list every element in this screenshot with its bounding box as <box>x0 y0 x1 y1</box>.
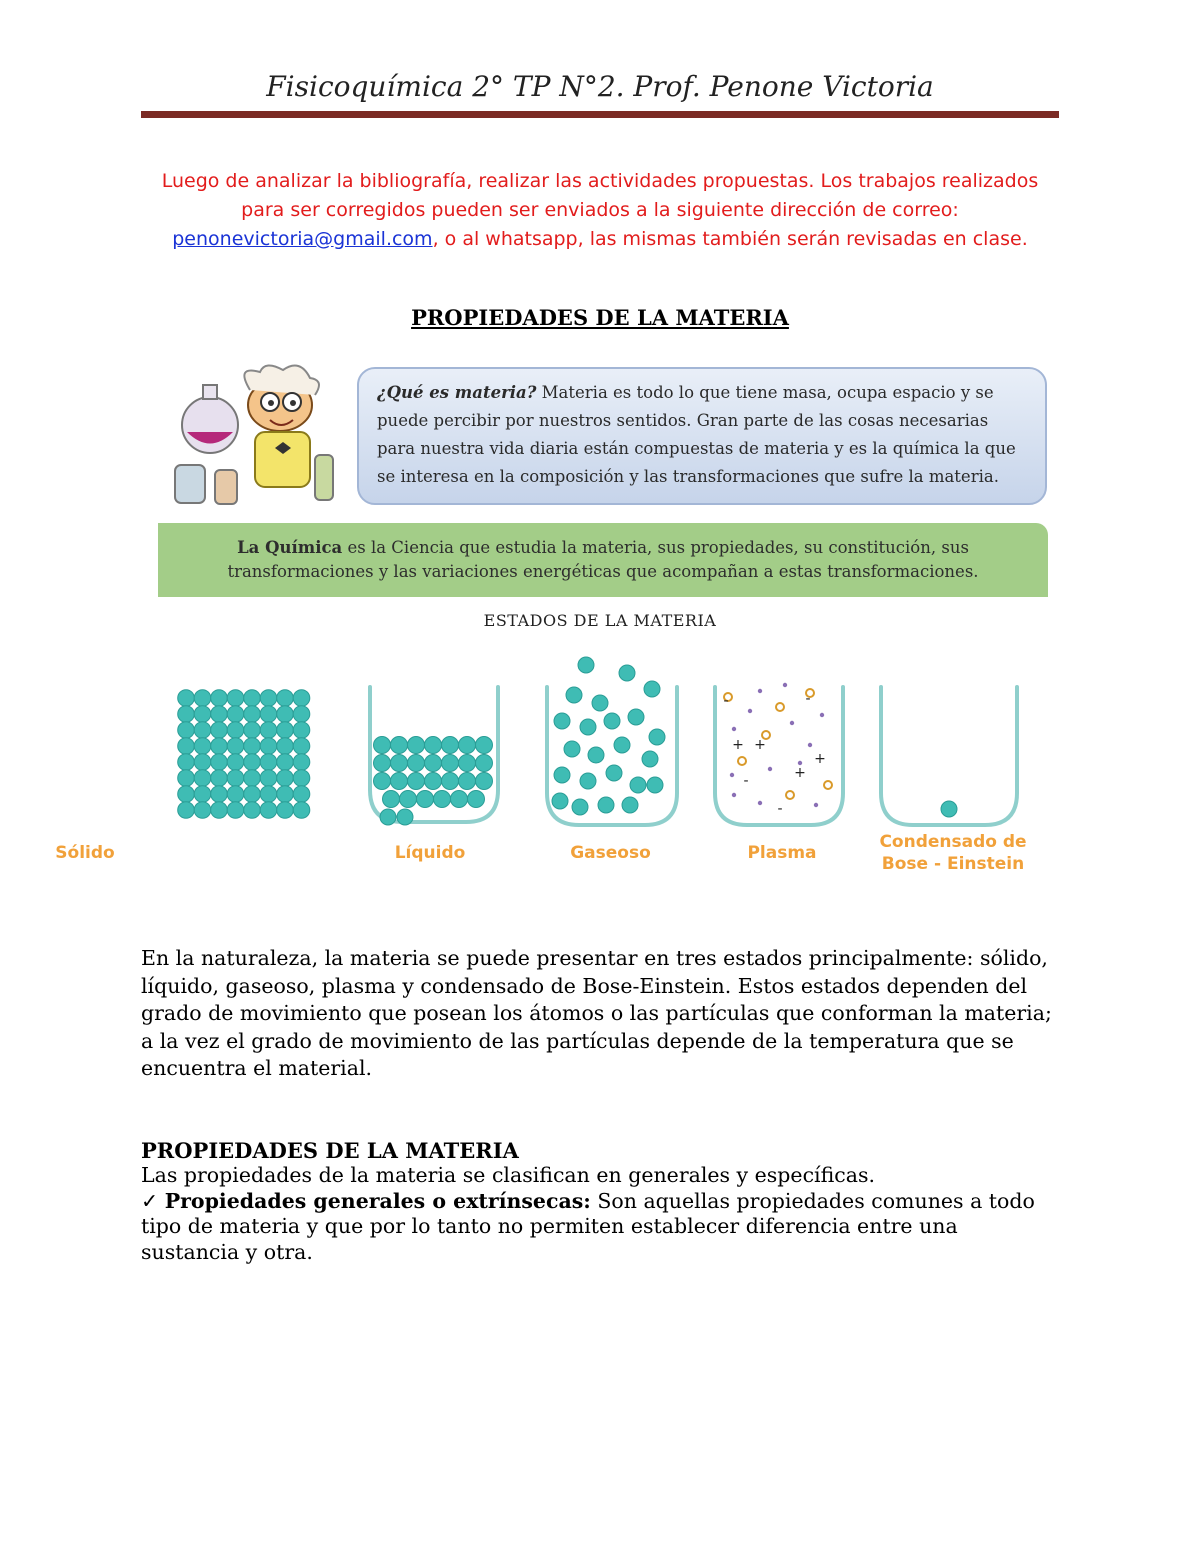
solid-particle <box>211 738 228 755</box>
chemistry-definition-box <box>158 523 1048 597</box>
solid-particle <box>227 802 244 819</box>
solid-particle <box>293 738 310 755</box>
chemistry-definition-lead: La Química <box>237 538 343 557</box>
plasma-electron <box>732 793 736 797</box>
solid-particle <box>211 690 228 707</box>
solid-particle <box>277 770 294 787</box>
gas-particle <box>647 777 663 793</box>
solid-particle <box>211 706 228 723</box>
solid-particle <box>178 722 195 739</box>
instructions-text-before: Luego de analizar la bibliografía, realizar las actividades propuestas. Los trabajos realizados para ser corregidos pueden ser enviados a la siguiente dirección de correo: <box>161 170 1039 221</box>
gas-particle <box>580 773 596 789</box>
check-icon: ✓ <box>141 1188 165 1213</box>
solid-particle <box>194 754 211 771</box>
plasma-ion <box>824 781 832 789</box>
gas-particle <box>578 657 594 673</box>
solid-particle <box>244 690 261 707</box>
solid-particle <box>194 786 211 803</box>
solid-particle <box>260 754 277 771</box>
plasma-charge-sign: + <box>794 765 806 781</box>
liquid-particle <box>476 773 493 790</box>
solid-particle <box>227 738 244 755</box>
liquid-particle <box>434 791 451 808</box>
state-label-bose-einstein <box>868 831 1038 875</box>
plasma-charge-sign: + <box>732 737 744 753</box>
solid-particle <box>211 802 228 819</box>
liquid-particle <box>459 737 476 754</box>
solid-particle <box>227 770 244 787</box>
liquid-particle <box>459 773 476 790</box>
solid-particle <box>244 706 261 723</box>
solid-particle <box>277 738 294 755</box>
gas-particle <box>572 799 588 815</box>
solid-particle <box>227 754 244 771</box>
plasma-charge-sign: - <box>805 691 811 707</box>
liquid-particle <box>400 791 417 808</box>
plasma-electron <box>758 689 762 693</box>
solid-particle <box>293 770 310 787</box>
solid-particle <box>244 738 261 755</box>
solid-particle <box>293 754 310 771</box>
solid-particle <box>194 770 211 787</box>
gas-particle <box>606 765 622 781</box>
gas-particle <box>628 709 644 725</box>
solid-particle <box>194 706 211 723</box>
general-properties-label: Propiedades generales o extrínsecas: <box>164 1188 591 1213</box>
liquid-particle <box>408 737 425 754</box>
liquid-particle <box>397 809 413 825</box>
liquid-particle <box>391 773 408 790</box>
plasma-electron <box>820 713 824 717</box>
liquid-particle <box>380 809 396 825</box>
gas-particle <box>649 729 665 745</box>
plasma-electron <box>758 801 762 805</box>
properties-intro: Las propiedades de la materia se clasifican en generales y específicas. <box>141 1163 876 1187</box>
liquid-particle <box>383 791 400 808</box>
gas-particle <box>554 713 570 729</box>
plasma-charge-sign: - <box>723 693 729 709</box>
bec-label-line1: Condensado de <box>879 832 1027 852</box>
properties-heading: PROPIEDADES DE LA MATERIA <box>141 1138 519 1163</box>
gas-particle <box>552 793 568 809</box>
solid-particle <box>244 802 261 819</box>
section-title: PROPIEDADES DE LA MATERIA <box>411 305 789 330</box>
bec-particle <box>941 801 957 817</box>
solid-particle <box>211 754 228 771</box>
gas-particle <box>564 741 580 757</box>
solid-particle <box>293 706 310 723</box>
plasma-electron <box>732 727 736 731</box>
plasma-charge-sign: - <box>743 773 749 789</box>
solid-particle <box>293 690 310 707</box>
solid-particle <box>178 738 195 755</box>
solid-particle <box>260 690 277 707</box>
liquid-particle <box>442 737 459 754</box>
gas-particle <box>604 713 620 729</box>
solid-particle <box>178 770 195 787</box>
solid-particle <box>260 802 277 819</box>
solid-particle <box>277 754 294 771</box>
solid-particle <box>293 802 310 819</box>
plasma-ion <box>738 757 746 765</box>
gas-particle <box>598 797 614 813</box>
gas-particle <box>592 695 608 711</box>
header-divider <box>141 111 1059 118</box>
state-label-gaseoso: Gaseoso <box>570 843 651 863</box>
general-properties-item <box>141 1189 1061 1266</box>
liquid-particle <box>459 755 476 772</box>
liquid-particle <box>425 773 442 790</box>
solid-particle <box>260 722 277 739</box>
solid-particle <box>178 802 195 819</box>
solid-particle <box>194 738 211 755</box>
plasma-charge-sign: + <box>814 751 826 767</box>
plasma-electron <box>730 773 734 777</box>
solid-particle <box>277 706 294 723</box>
liquid-particle <box>451 791 468 808</box>
solid-particle <box>178 754 195 771</box>
solid-particle <box>277 722 294 739</box>
gas-particle <box>622 797 638 813</box>
what-is-matter-box <box>357 367 1047 505</box>
plasma-electron <box>814 803 818 807</box>
gas-particle <box>566 687 582 703</box>
solid-particle <box>293 786 310 803</box>
solid-particle <box>178 786 195 803</box>
gas-particle <box>644 681 660 697</box>
solid-particle <box>244 722 261 739</box>
plasma-ion <box>786 791 794 799</box>
plasma-electron <box>790 721 794 725</box>
email-link[interactable]: penonevictoria@gmail.com <box>172 228 433 250</box>
what-is-matter-text: Materia es todo lo que tiene masa, ocupa espacio y se puede percibir por nuestros sentidos. Gran parte de las cosas necesarias para nuestra vida diaria están compuestas de materia y es la química la que se interesa en la composición y las transformaciones que sufre la materia. <box>377 383 1016 486</box>
solid-particle <box>244 754 261 771</box>
solid-particle <box>211 786 228 803</box>
liquid-particle <box>374 737 391 754</box>
liquid-particle <box>468 791 485 808</box>
solid-particle <box>194 802 211 819</box>
solid-particle <box>227 786 244 803</box>
plasma-charge-sign: + <box>754 737 766 753</box>
solid-particle <box>227 706 244 723</box>
solid-particle <box>260 786 277 803</box>
instructions-text-after: , o al whatsapp, las mismas también serán revisadas en clase. <box>432 228 1028 250</box>
liquid-particle <box>476 755 493 772</box>
liquid-particle <box>425 737 442 754</box>
gas-particle <box>630 777 646 793</box>
liquid-particle <box>408 773 425 790</box>
liquid-particle <box>374 773 391 790</box>
plasma-electron <box>768 767 772 771</box>
liquid-particle <box>374 755 391 772</box>
solid-particle <box>293 722 310 739</box>
page-header-title: Fisicoquímica 2° TP N°2. Prof. Penone Victoria <box>266 70 934 103</box>
state-label-plasma: Plasma <box>747 843 817 863</box>
what-is-matter-lead: ¿Qué es materia? <box>377 383 537 402</box>
solid-particle <box>227 690 244 707</box>
solid-particle <box>194 690 211 707</box>
plasma-charge-sign: - <box>777 801 783 817</box>
solid-particle <box>260 770 277 787</box>
bec-label-line2: Bose - Einstein <box>881 854 1025 874</box>
gas-particle <box>588 747 604 763</box>
solid-particle <box>178 690 195 707</box>
solid-particle <box>227 722 244 739</box>
plasma-ion <box>776 703 784 711</box>
solid-particle <box>277 786 294 803</box>
liquid-particle <box>425 755 442 772</box>
solid-particle <box>260 706 277 723</box>
solid-particle <box>277 690 294 707</box>
state-label-liquido: Líquido <box>394 843 466 863</box>
solid-particle <box>277 802 294 819</box>
liquid-particle <box>476 737 493 754</box>
solid-particle <box>260 738 277 755</box>
plasma-electron <box>808 743 812 747</box>
solid-particle <box>244 786 261 803</box>
solid-particle <box>244 770 261 787</box>
states-explanation-paragraph: En la naturaleza, la materia se puede presentar en tres estados principalmente: sólido, líquido, gaseoso, plasma y condensado de Bose-Einstein. Estos estados dependen del grado de movimiento que posean los átomos o las partículas que conforman la materia; a la vez el grado de movimiento de las partículas depende de la temperatura que se encuentra el material. <box>141 946 1052 1080</box>
scientist-illustration <box>165 360 350 508</box>
solid-particle <box>211 722 228 739</box>
gas-particle <box>580 719 596 735</box>
liquid-particle <box>408 755 425 772</box>
liquid-particle <box>442 773 459 790</box>
solid-particle <box>178 706 195 723</box>
liquid-particle <box>391 755 408 772</box>
gas-particle <box>554 767 570 783</box>
liquid-particle <box>391 737 408 754</box>
gas-particle <box>614 737 630 753</box>
gas-particle <box>619 665 635 681</box>
liquid-particle <box>442 755 459 772</box>
solid-particle <box>194 722 211 739</box>
instructions-paragraph <box>150 167 1050 254</box>
solid-particle <box>211 770 228 787</box>
chemistry-definition-text: es la Ciencia que estudia la materia, sus propiedades, su constitución, sus transformaciones y las variaciones energéticas que acompañan a estas transformaciones. <box>227 538 979 581</box>
properties-body <box>141 1163 1061 1265</box>
plasma-electron <box>748 709 752 713</box>
state-label-solido: Sólido <box>55 843 115 863</box>
liquid-particle <box>417 791 434 808</box>
gas-particle <box>642 751 658 767</box>
general-properties-text: Son aquellas propiedades comunes a todo tipo de materia y que por lo tanto no permiten establecer diferencia entre una sustancia y otra. <box>141 1188 1035 1264</box>
plasma-electron <box>783 683 787 687</box>
states-title: ESTADOS DE LA MATERIA <box>483 611 717 630</box>
